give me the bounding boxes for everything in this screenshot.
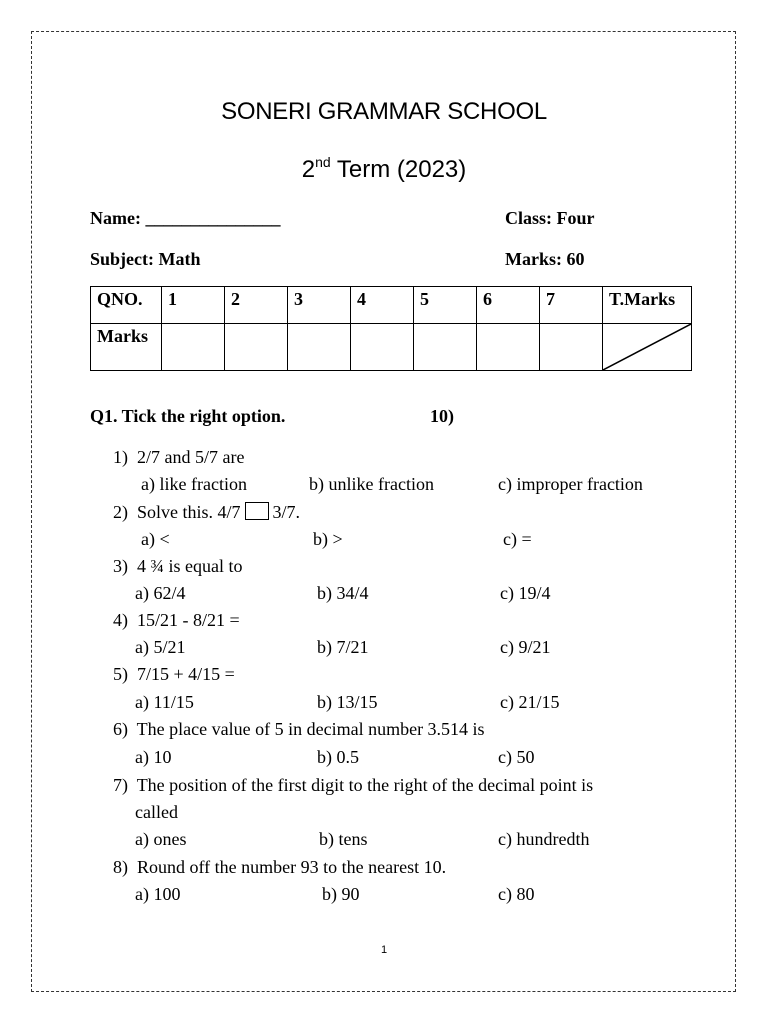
option-a: a) 5/21	[135, 637, 186, 657]
question-marks: 10)	[430, 406, 454, 426]
question-item: 4) 15/21 - 8/21 =	[113, 610, 240, 630]
option-b: b) 90	[322, 884, 360, 904]
marks-cell	[351, 324, 414, 371]
question-item: 8) Round off the number 93 to the nearest 10.	[113, 857, 447, 877]
table-header-cell: 4	[351, 287, 414, 324]
option-c: c) hundredth	[498, 829, 590, 849]
option-c: c) improper fraction	[498, 474, 643, 494]
marks-cell	[162, 324, 225, 371]
table-header-cell: 2	[225, 287, 288, 324]
option-b: b) unlike fraction	[309, 474, 434, 494]
marks-cell	[225, 324, 288, 371]
question-item: 7) The position of the first digit to the right of the decimal point is	[113, 775, 594, 795]
table-header-cell: 1	[162, 287, 225, 324]
option-a: a) <	[141, 529, 170, 549]
option-b: b) 7/21	[317, 637, 369, 657]
option-a: a) ones	[135, 829, 187, 849]
name-field: Name: _______________	[90, 208, 281, 228]
table-header-cell: 6	[477, 287, 540, 324]
question-item: 2) Solve this. 4/7 3/7.	[113, 502, 301, 522]
option-a: a) 62/4	[135, 583, 186, 603]
option-c: c) 21/15	[500, 692, 560, 712]
question-item: 6) The place value of 5 in decimal number 3.514 is	[113, 719, 485, 739]
question-item: 5) 7/15 + 4/15 =	[113, 664, 235, 684]
option-c: c) 50	[498, 747, 535, 767]
table-header-cell: 5	[414, 287, 477, 324]
option-a: a) 100	[135, 884, 181, 904]
option-b: b) 13/15	[317, 692, 378, 712]
option-c: c) 80	[498, 884, 535, 904]
table-header-cell: 3	[288, 287, 351, 324]
class-field: Class: Four	[505, 208, 595, 228]
table-header-cell: QNO.	[91, 287, 162, 324]
option-c: c) 9/21	[500, 637, 551, 657]
option-b: b) tens	[319, 829, 368, 849]
option-a: a) 11/15	[135, 692, 194, 712]
option-b: b) 0.5	[317, 747, 359, 767]
total-marks-cell	[603, 324, 692, 371]
option-c: c) =	[503, 529, 532, 549]
marks-cell	[540, 324, 603, 371]
table-row-label: Marks	[91, 324, 162, 371]
option-a: a) like fraction	[141, 474, 247, 494]
page-number: 1	[380, 944, 388, 956]
table-header-cell: T.Marks	[603, 287, 692, 324]
question-item-continued: called	[135, 802, 178, 822]
school-name: SONERI GRAMMAR SCHOOL	[221, 98, 547, 125]
option-b: b) >	[313, 529, 343, 549]
question-item: 3) 4 ¾ is equal to	[113, 556, 243, 576]
marks-cell	[414, 324, 477, 371]
marks-cell	[288, 324, 351, 371]
option-b: b) 34/4	[317, 583, 369, 603]
marks-table	[90, 286, 692, 371]
question-title: Q1. Tick the right option.	[90, 406, 286, 426]
term-title: 2nd Term (2023)	[301, 154, 467, 183]
table-header-cell: 7	[540, 287, 603, 324]
total-marks-field: Marks: 60	[505, 249, 585, 269]
question-item: 1) 2/7 and 5/7 are	[113, 447, 245, 467]
marks-cell	[477, 324, 540, 371]
option-c: c) 19/4	[500, 583, 551, 603]
answer-box	[245, 502, 269, 520]
option-a: a) 10	[135, 747, 172, 767]
diagonal-line	[603, 324, 691, 370]
subject-field: Subject: Math	[90, 249, 201, 269]
